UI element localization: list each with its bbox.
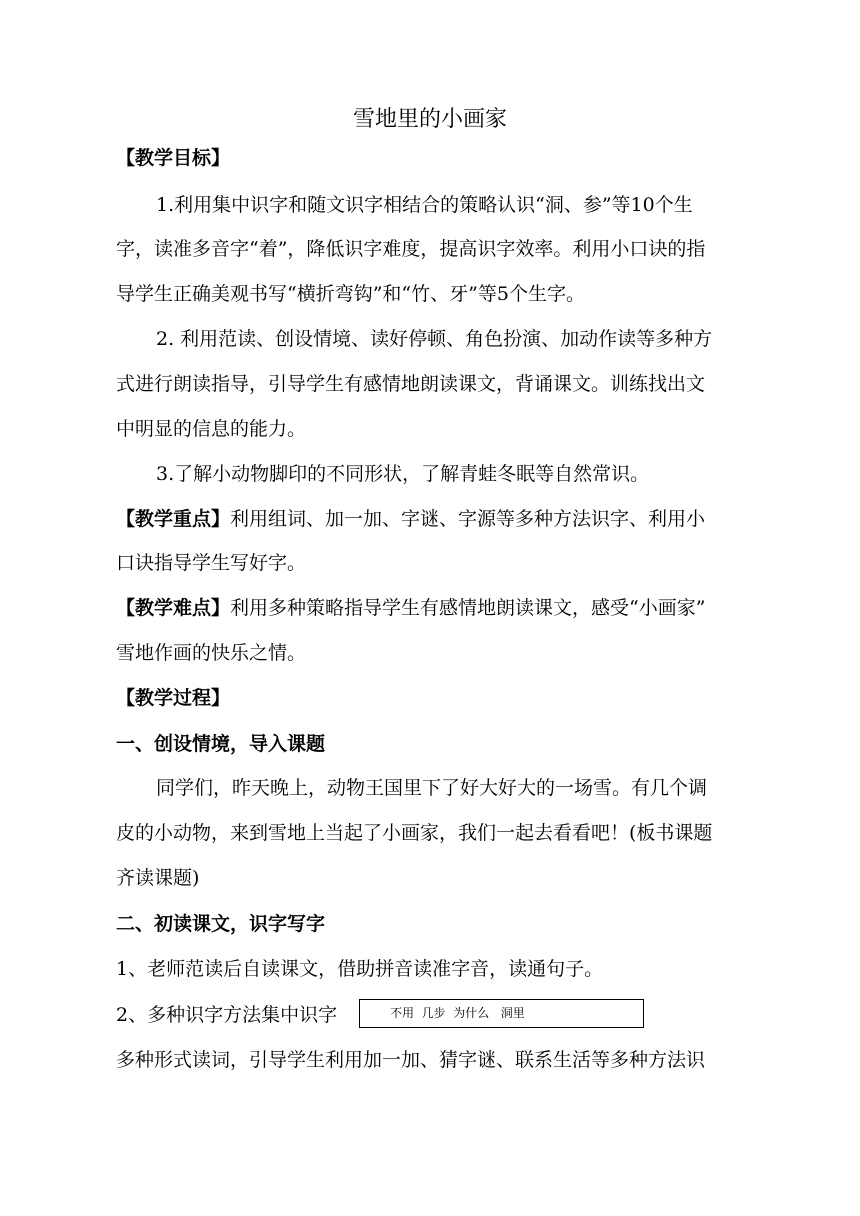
goal-1-line-3: 导学生正确美观书写“横折弯钩”和“竹、牙”等5个生字。 xyxy=(116,283,585,305)
part1-heading: 一、创设情境，导入课题 xyxy=(116,733,326,755)
goal-1-line-1: 1.利用集中识字和随文识字相结合的策略认识“洞、参”等10个生 xyxy=(156,194,693,216)
part1-line-2: 皮的小动物，来到雪地上当起了小画家，我们一起去看看吧！(板书课题 xyxy=(116,822,713,844)
page-title: 雪地里的小画家 xyxy=(352,107,507,132)
difficulty-line-2: 雪地作画的快乐之情。 xyxy=(116,642,307,664)
goal-2-line-3: 中明显的信息的能力。 xyxy=(116,418,307,440)
key-points-line-2: 口诀指导学生写好字。 xyxy=(116,552,307,574)
goals-heading: 【教学目标】 xyxy=(116,147,231,169)
goal-1-line-2: 字，读准多音字“着”，降低识字难度，提高识字效率。利用小口诀的指 xyxy=(116,238,706,260)
step1-line: 1、老师范读后自读课文，借助拼音读准字音，读通句子。 xyxy=(116,958,604,980)
difficulty-line-1 xyxy=(116,593,746,623)
goal-2-line-1: 2. 利用范读、创设情境、读好停顿、角色扮演、加动作读等多种方 xyxy=(156,328,713,350)
difficulty-text: 利用多种策略指导学生有感情地朗读课文，感受“小画家” xyxy=(230,597,706,619)
last-line: 多种形式读词，引导学生利用加一加、猜字谜、联系生活等多种方法识 xyxy=(116,1049,706,1071)
goal-2-line-2: 式进行朗读指导，引导学生有感情地朗读课文，背诵课文。训练找出文 xyxy=(116,373,706,395)
vocabulary-box: 不用 几步 为什么 洞里 xyxy=(359,999,644,1028)
process-heading: 【教学过程】 xyxy=(116,687,231,709)
part1-line-3: 齐读课题) xyxy=(116,867,200,889)
key-points-heading: 【教学重点】 xyxy=(116,508,231,530)
goal-3-line-1: 3.了解小动物脚印的不同形状，了解青蛙冬眠等自然常识。 xyxy=(156,463,650,485)
part2-heading: 二、初读课文，识字写字 xyxy=(116,913,326,935)
difficulty-heading: 【教学难点】 xyxy=(116,597,231,619)
key-points-line-1 xyxy=(116,504,746,534)
key-points-text: 利用组词、加一加、字谜、字源等多种方法识字、利用小 xyxy=(230,508,706,530)
part1-line-1: 同学们，昨天晚上，动物王国里下了好大好大的一场雪。有几个调 xyxy=(156,777,708,799)
step2-line: 2、多种识字方法集中识字 xyxy=(116,1004,338,1026)
